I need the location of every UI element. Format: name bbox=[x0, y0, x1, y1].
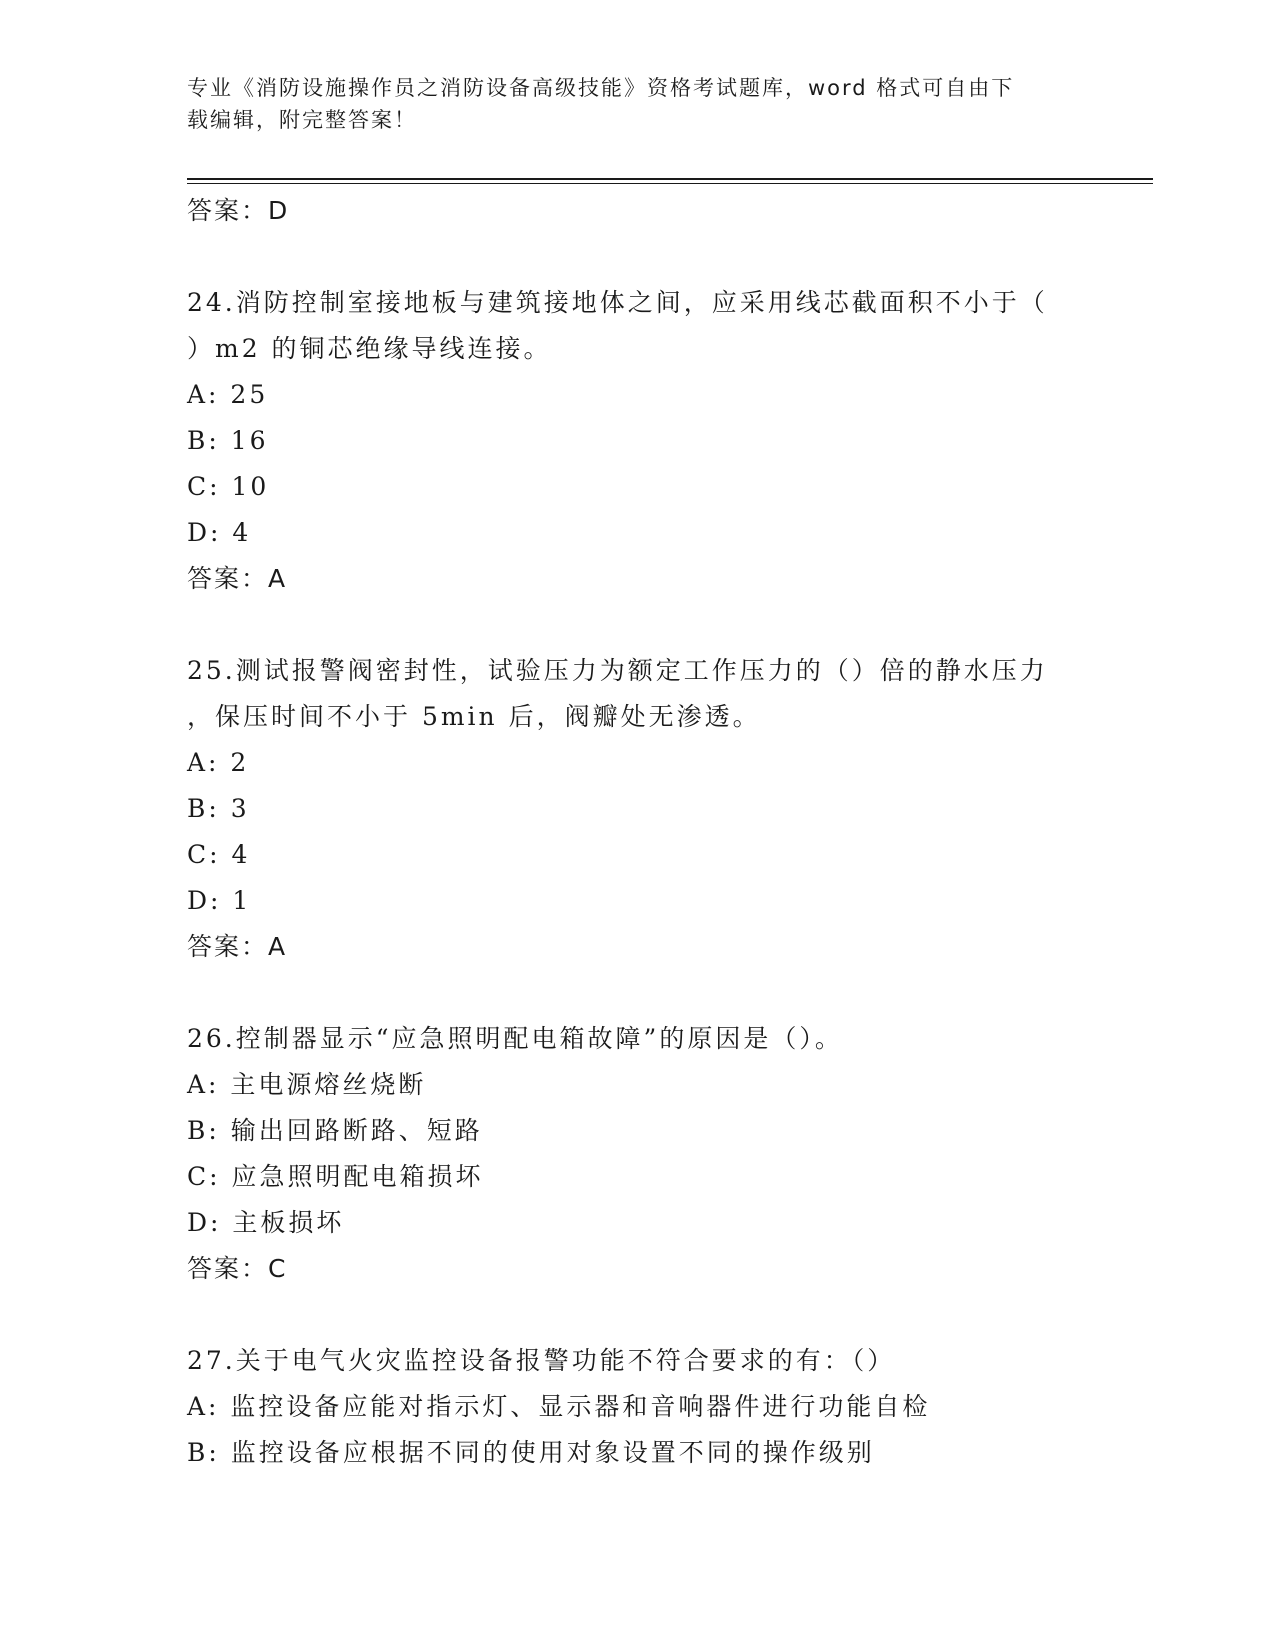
question-text-line: 27.关于电气火灾监控设备报警功能不符合要求的有：（） bbox=[187, 1346, 896, 1375]
question-text-line: 25.测试报警阀密封性，试验压力为额定工作压力的（）倍的静水压力 bbox=[187, 656, 1048, 685]
question-24 bbox=[187, 280, 1107, 602]
option-b: B: 监控设备应根据不同的使用对象设置不同的操作级别 bbox=[187, 1438, 875, 1467]
answer-line: 答案：C bbox=[187, 1254, 288, 1283]
answer-line: 答案：D bbox=[187, 196, 290, 225]
option-d: D: 4 bbox=[187, 518, 252, 547]
question-text bbox=[187, 1016, 1107, 1062]
answer-line: 答案：A bbox=[187, 932, 288, 961]
option-c: C: 4 bbox=[187, 840, 251, 869]
header-rule-thick bbox=[187, 178, 1153, 180]
header-line-1: 专业《消防设施操作员之消防设备高级技能》资格考试题库，word 格式可自由下 bbox=[187, 76, 1015, 100]
question-text-line: ，保压时间不小于 5min 后，阀瓣处无渗透。 bbox=[187, 702, 761, 731]
question-text bbox=[187, 1338, 1107, 1384]
question-26 bbox=[187, 1016, 1107, 1292]
option-a: A: 监控设备应能对指示灯、显示器和音响器件进行功能自检 bbox=[187, 1392, 931, 1421]
option-a: A: 25 bbox=[187, 380, 269, 409]
option-b: B: 3 bbox=[187, 794, 250, 823]
option-b: B: 16 bbox=[187, 426, 269, 455]
header-rule-thin bbox=[187, 183, 1153, 184]
question-text bbox=[187, 648, 1107, 740]
question-text-line: ）m2 的铜芯绝缘导线连接。 bbox=[187, 334, 552, 363]
option-b: B: 输出回路断路、短路 bbox=[187, 1116, 483, 1145]
header-line-2: 载编辑，附完整答案！ bbox=[187, 108, 417, 132]
answer-line: 答案：A bbox=[187, 564, 288, 593]
option-d: D: 主板损坏 bbox=[187, 1208, 345, 1237]
option-a: A: 主电源熔丝烧断 bbox=[187, 1070, 427, 1099]
question-list bbox=[187, 188, 1107, 1476]
option-a: A: 2 bbox=[187, 748, 250, 777]
question-text bbox=[187, 280, 1107, 372]
question-text-line: 26.控制器显示“应急照明配电箱故障”的原因是（）。 bbox=[187, 1024, 843, 1053]
question-text-line: 24.消防控制室接地板与建筑接地体之间，应采用线芯截面积不小于（ bbox=[187, 288, 1048, 317]
document-header bbox=[187, 72, 1087, 136]
option-c: C: 应急照明配电箱损坏 bbox=[187, 1162, 484, 1191]
option-c: C: 10 bbox=[187, 472, 270, 501]
question-25 bbox=[187, 648, 1107, 970]
option-d: D: 1 bbox=[187, 886, 252, 915]
question-27 bbox=[187, 1338, 1107, 1476]
